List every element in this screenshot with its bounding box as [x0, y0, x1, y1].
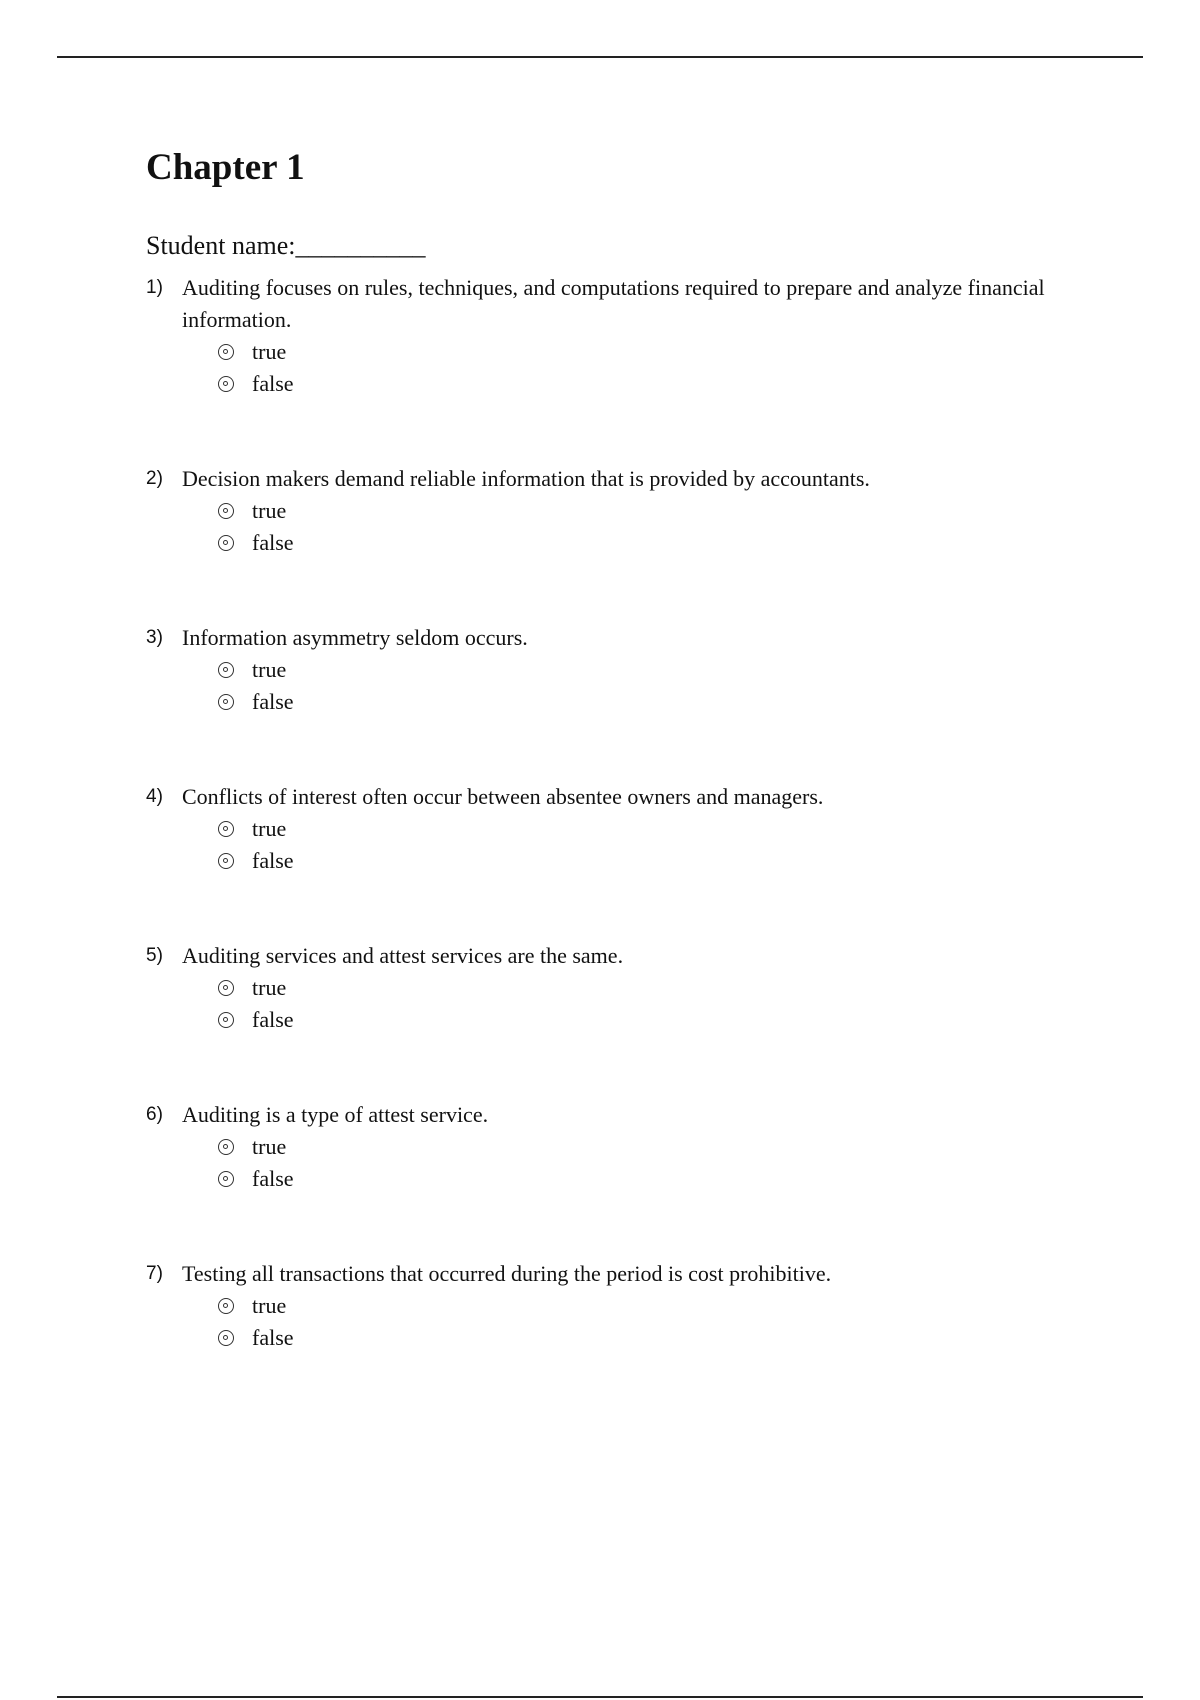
option-true[interactable] — [218, 1290, 1066, 1322]
option-label: true — [252, 498, 287, 523]
option-label: true — [252, 1293, 287, 1318]
option-label: true — [252, 657, 287, 682]
option-label: true — [252, 339, 287, 364]
question-4 — [146, 781, 1066, 877]
option-false[interactable] — [218, 686, 1066, 718]
option-label: false — [252, 1166, 294, 1191]
option-label: false — [252, 530, 294, 555]
question-text: Decision makers demand reliable information that is provided by accountants. — [182, 466, 870, 491]
radio-icon[interactable] — [218, 1012, 234, 1028]
answer-options — [218, 1131, 1066, 1195]
radio-icon[interactable] — [218, 694, 234, 710]
question-3 — [146, 622, 1066, 718]
student-name-label: Student name: — [146, 231, 296, 260]
option-false[interactable] — [218, 1163, 1066, 1195]
question-number: 1) — [146, 277, 163, 298]
option-label: false — [252, 1007, 294, 1032]
question-5 — [146, 940, 1066, 1036]
top-rule — [57, 56, 1143, 58]
option-false[interactable] — [218, 1004, 1066, 1036]
option-true[interactable] — [218, 495, 1066, 527]
question-text: Auditing services and attest services are the same. — [182, 943, 624, 968]
question-number: 7) — [146, 1263, 163, 1284]
radio-icon[interactable] — [218, 1298, 234, 1314]
option-false[interactable] — [218, 527, 1066, 559]
question-row — [146, 781, 1066, 813]
radio-icon[interactable] — [218, 535, 234, 551]
option-label: false — [252, 371, 294, 396]
option-label: true — [252, 816, 287, 841]
chapter-title: Chapter 1 — [146, 147, 305, 188]
radio-icon[interactable] — [218, 344, 234, 360]
question-text: Auditing focuses on rules, techniques, and computations required to prepare and analyze financial information. — [182, 275, 1045, 332]
question-row — [146, 463, 1066, 495]
option-label: true — [252, 975, 287, 1000]
question-7 — [146, 1258, 1066, 1354]
question-number: 4) — [146, 786, 163, 807]
answer-options — [218, 336, 1066, 400]
answer-options — [218, 972, 1066, 1036]
question-row — [146, 1099, 1066, 1131]
answer-options — [218, 495, 1066, 559]
student-name-blank: __________ — [295, 231, 426, 260]
question-row — [146, 1258, 1066, 1290]
option-false[interactable] — [218, 845, 1066, 877]
option-true[interactable] — [218, 972, 1066, 1004]
option-label: true — [252, 1134, 287, 1159]
option-true[interactable] — [218, 813, 1066, 845]
option-false[interactable] — [218, 1322, 1066, 1354]
question-2 — [146, 463, 1066, 559]
radio-icon[interactable] — [218, 1330, 234, 1346]
option-true[interactable] — [218, 336, 1066, 368]
answer-options — [218, 1290, 1066, 1354]
radio-icon[interactable] — [218, 980, 234, 996]
option-label: false — [252, 848, 294, 873]
question-text: Auditing is a type of attest service. — [182, 1102, 489, 1127]
question-number: 3) — [146, 627, 163, 648]
option-true[interactable] — [218, 654, 1066, 686]
radio-icon[interactable] — [218, 662, 234, 678]
radio-icon[interactable] — [218, 853, 234, 869]
option-label: false — [252, 689, 294, 714]
question-text: Conflicts of interest often occur between absentee owners and managers. — [182, 784, 824, 809]
question-1 — [146, 272, 1066, 400]
radio-icon[interactable] — [218, 376, 234, 392]
quiz-document — [146, 140, 1066, 1354]
bottom-rule — [57, 1696, 1143, 1698]
question-number: 2) — [146, 468, 163, 489]
question-text: Information asymmetry seldom occurs. — [182, 625, 528, 650]
question-row — [146, 940, 1066, 972]
radio-icon[interactable] — [218, 1139, 234, 1155]
question-number: 6) — [146, 1104, 163, 1125]
answer-options — [218, 654, 1066, 718]
student-name-line — [146, 230, 1066, 262]
option-label: false — [252, 1325, 294, 1350]
question-row — [146, 272, 1066, 336]
question-number: 5) — [146, 945, 163, 966]
question-6 — [146, 1099, 1066, 1195]
answer-options — [218, 813, 1066, 877]
question-text: Testing all transactions that occurred during the period is cost prohibitive. — [182, 1261, 832, 1286]
option-true[interactable] — [218, 1131, 1066, 1163]
question-row — [146, 622, 1066, 654]
radio-icon[interactable] — [218, 821, 234, 837]
option-false[interactable] — [218, 368, 1066, 400]
radio-icon[interactable] — [218, 1171, 234, 1187]
radio-icon[interactable] — [218, 503, 234, 519]
